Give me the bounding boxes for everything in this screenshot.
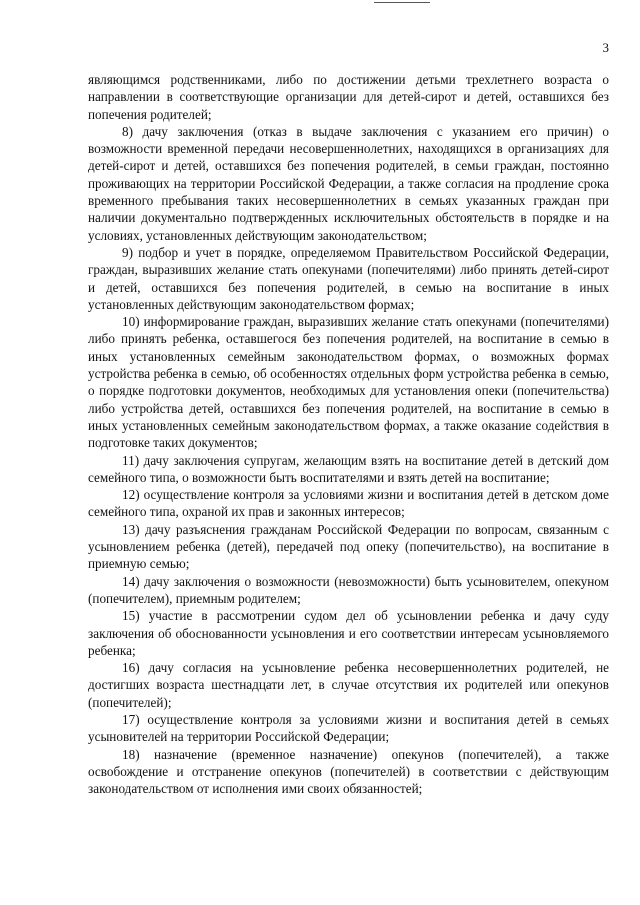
list-item: 17) осуществление контроля за условиями жизни и воспитания детей в семьях усыновителей на территории Российской Федерации; <box>88 711 609 745</box>
list-item: 14) дачу заключения о возможности (невозможности) быть усыновителем, опекуном (попечителем), приемным родителем; <box>88 573 609 606</box>
list-item: 11) дачу заключения супругам, желающим взять на воспитание детей в детский дом семейного типа, о возможности быть воспитателями и взять детей на воспитание; <box>88 452 609 485</box>
document-body <box>88 71 609 797</box>
list-item: 18) назначение (временное назначение) опекунов (попечителей), а также освобождение и отстранение опекунов (попечителей) в соответствии с действующим законодательством от исполнения ими своих обязанностей; <box>88 746 609 797</box>
list-item: 15) участие в рассмотрении судом дел об усыновлении ребенка и дачу суду заключения об обоснованности усыновления и его соответствии интересам усыновляемого ребенка; <box>88 608 609 658</box>
list-item: 10) информирование граждан, выразивших желание стать опекунами (попечителями) либо принять ребенка, оставшегося без попечения родителей, на воспитание в семью в иных установленных семейным законодательством формах, о возможных формах устройства ребенка в семью, об особенностях отдельных форм устройства ребенка в семью, о порядке подготовки документов, необходимых для установления опеки (попечительства) либо устройства детей, оставшихся без попечения родителей, на воспитание в семью в иных установленных семейным законодательством формах, а также оказание содействия в подготовке таких документов; <box>88 314 609 451</box>
list-item: 13) дачу разъяснения гражданам Российской Федерации по вопросам, связанным с усыновлением ребенка (детей), передачей под опеку (попечительство), на воспитание в приемную семью; <box>88 521 609 572</box>
list-item: 16) дачу согласия на усыновление ребенка несовершеннолетних родителей, не достигших возраста шестнадцати лет, в случае отсутствия их родителей или опекунов (попечителей); <box>88 660 609 710</box>
page-number: 3 <box>602 40 609 55</box>
list-item: 9) подбор и учет в порядке, определяемом Правительством Российской Федерации, граждан, выразивших желание стать опекунами (попечителями) либо принять детей-сирот и детей, оставшихся без попечения родителей, в семью на воспитание в иных установленных действующим законодательством формах; <box>88 244 609 312</box>
list-item: 12) осуществление контроля за условиями жизни и воспитания детей в детском доме семейного типа, охраной их прав и законных интересов; <box>88 487 609 520</box>
top-rule <box>374 2 430 3</box>
list-item: 8) дачу заключения (отказ в выдаче заключения с указанием его причин) о возможности временной передачи несовершеннолетних, находящихся в организациях для детей-сирот и детей, оставшихся без попечения родителей, в семьи граждан, постоянно проживающих на территории Российской Федерации, а также согласия на продление срока временного пребывания таких несовершеннолетних в семьях указанных граждан при наличии документально подтвержденных исключительных обстоятельств в порядке и на условиях, установленных действующим законодательством; <box>88 123 609 243</box>
continuation-paragraph: являющимся родственниками, либо по достижении детьми трехлетнего возраста о направлении в соответствующие организации для детей-сирот и детей, оставшихся без попечения родителей; <box>88 72 609 122</box>
